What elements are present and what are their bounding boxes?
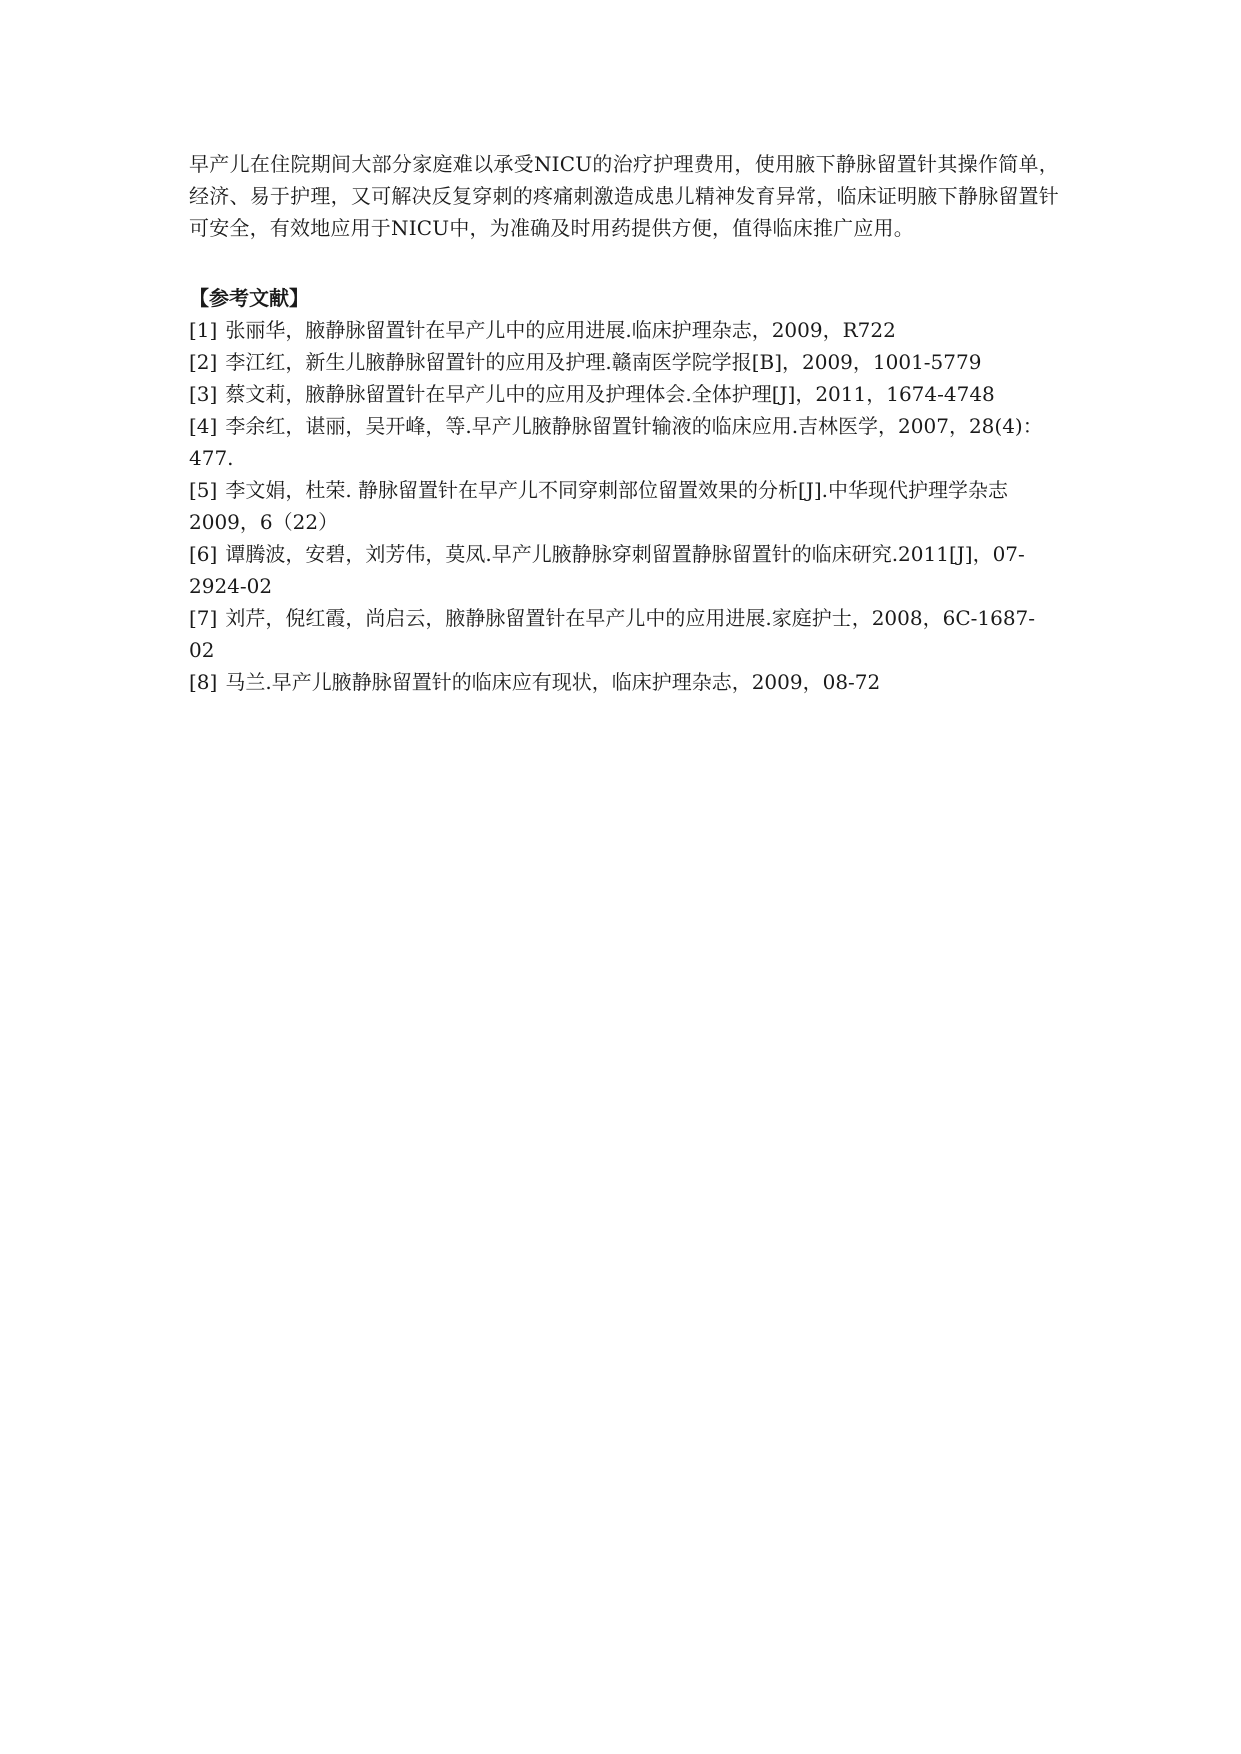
page-content — [189, 148, 1059, 698]
reference-text: 李江红，新生儿腋静脉留置针的应用及护理.赣南医学院学报[B]，2009，1001-5779 — [225, 350, 982, 374]
reference-item — [189, 602, 1059, 666]
body-paragraph: 早产儿在住院期间大部分家庭难以承受NICU的治疗护理费用，使用腋下静脉留置针其操作简单，经济、易于护理，又可解决反复穿刺的疼痛刺激造成患儿精神发育异常，临床证明腋下静脉留置针可安全，有效地应用于NICU中，为准确及时用药提供方便，值得临床推广应用。 — [189, 152, 1059, 240]
reference-number: [3] — [189, 382, 218, 406]
reference-item — [189, 538, 1059, 602]
reference-text: 蔡文莉，腋静脉留置针在早产儿中的应用及护理体会.全体护理[J]，2011，1674-4748 — [225, 382, 995, 406]
reference-text: 马兰.早产儿腋静脉留置针的临床应有现状，临床护理杂志，2009，08-72 — [225, 670, 881, 694]
reference-item — [189, 378, 1059, 410]
reference-text: 李余红，谌丽，吴开峰，等.早产儿腋静脉留置针输液的临床应用.吉林医学，2007，28(4)：477. — [189, 414, 1043, 470]
reference-item — [189, 410, 1059, 474]
reference-item — [189, 346, 1059, 378]
reference-number: [5] — [189, 478, 218, 502]
reference-item — [189, 314, 1059, 346]
reference-number: [8] — [189, 670, 218, 694]
reference-number: [4] — [189, 414, 218, 438]
reference-number: [6] — [189, 542, 218, 566]
reference-list — [189, 314, 1059, 698]
reference-number: [1] — [189, 318, 218, 342]
reference-text: 李文娟，杜荣. 静脉留置针在早产儿不同穿刺部位留置效果的分析[J].中华现代护理学杂志 2009，6（22） — [189, 478, 1009, 534]
reference-text: 刘芹，倪红霞，尚启云，腋静脉留置针在早产儿中的应用进展.家庭护士，2008，6C-1687-02 — [189, 606, 1036, 662]
references-heading: 【参考文献】 — [189, 286, 309, 310]
reference-item — [189, 666, 1059, 698]
reference-number: [2] — [189, 350, 218, 374]
reference-item — [189, 474, 1059, 538]
reference-text: 谭腾波，安碧，刘芳伟，莫凤.早产儿腋静脉穿刺留置静脉留置针的临床研究.2011[J]，07-2924-02 — [189, 542, 1025, 598]
reference-text: 张丽华，腋静脉留置针在早产儿中的应用进展.临床护理杂志，2009，R722 — [225, 318, 896, 342]
reference-number: [7] — [189, 606, 218, 630]
